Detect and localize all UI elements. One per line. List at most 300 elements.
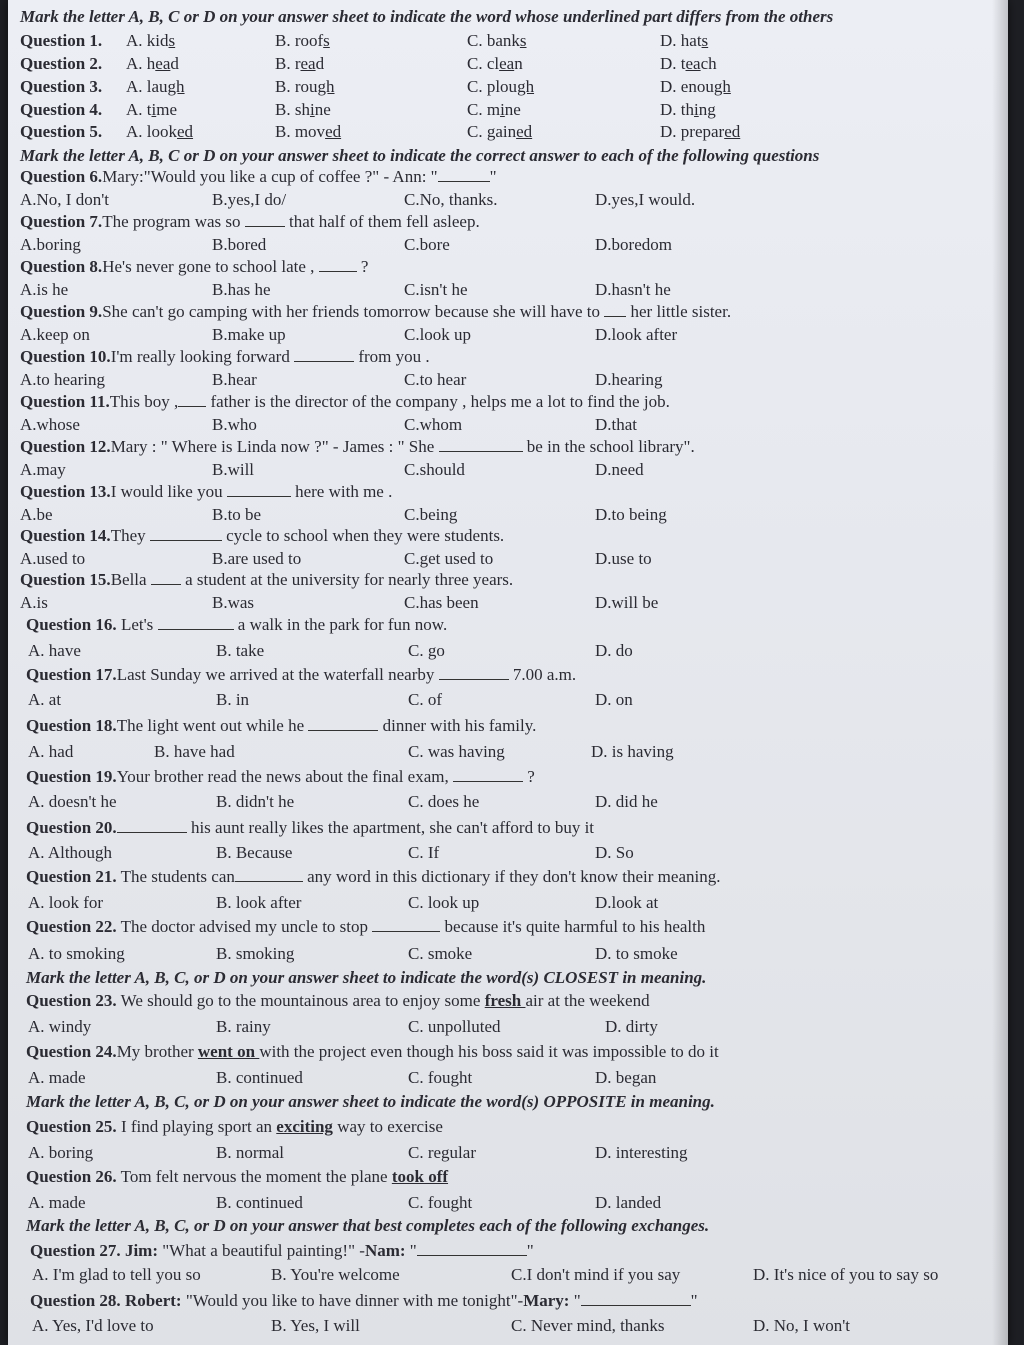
question-text: " [526,1241,534,1260]
options-row [8,1067,1008,1091]
option-b: B.was [212,593,255,612]
question-row [8,569,1008,593]
option-text: ch [700,54,717,73]
option-a: A.No, I don't [20,190,110,209]
question-text: Your brother read the news about the final exam, [116,767,453,786]
option-b: B.will [212,460,255,479]
question-label: Question 1. [20,31,103,50]
question-row [8,916,1008,940]
option-text: A. t [126,100,152,119]
option-text: ng [698,100,716,119]
question-text: because it's quite harmful to his health [440,917,706,936]
question-text: dinner with his family. [378,716,537,735]
question-text: from you . [354,347,430,366]
option-text: C. cl [467,54,500,73]
question-label: Question 4. [20,100,103,119]
option-b [275,121,341,143]
option-a [126,53,179,75]
question-label: Question 6. [20,167,103,186]
instruction-closest [8,967,1008,991]
option-c: C. go [408,641,445,660]
underlined-part: s [168,31,176,50]
instruction-text: Mark the letter A, B, C or D on your answer sheet to indicate the word whose underlined part differs from the others [20,7,834,26]
question-stem [26,990,650,1012]
option-b: B.make up [212,325,286,344]
instruction-opposite [8,1091,1008,1115]
option-c: C.to hear [404,370,467,389]
option-b: B. take [216,641,265,660]
underlined-word: went on [197,1042,260,1061]
answer-blank [372,917,440,932]
question-text: Bella [110,570,151,589]
option-b: B.to be [212,505,262,524]
option-a: A.boring [20,235,81,254]
underlined-part: s [701,31,709,50]
underlined-word: took off [391,1167,449,1186]
option-a [126,121,193,143]
option-a: A. boring [28,1143,94,1162]
option-b [275,99,331,121]
option-c: C. of [408,690,442,709]
option-text: D. prepar [660,122,725,141]
option-d: D. interesting [595,1143,688,1162]
option-d: D. is having [591,742,674,761]
question-row [8,766,1008,790]
question-text: be in the school library". [522,437,695,456]
question-text: ? [522,767,535,786]
question-row [8,436,1008,460]
question-text: 7.00 a.m. [508,665,577,684]
option-d: D. So [595,843,634,862]
answer-blank [158,615,234,630]
options-row [8,324,1008,348]
question-label: Question 14. [20,526,111,545]
question-text: The doctor advised my uncle to stop [116,917,373,936]
question-stem [20,346,430,368]
underlined-part: gh [167,77,185,96]
option-c [467,76,534,98]
question-stem [20,256,368,278]
underlined-part: s [519,31,527,50]
option-text: C. bank [467,31,520,50]
options-row [8,189,1008,213]
answer-blank [604,302,626,317]
underlined-part: ea [499,54,515,73]
options-row [8,234,1008,258]
question-row [8,614,1008,638]
option-c: C.should [404,460,465,479]
option-b: B. Yes, I will [271,1316,360,1335]
question-stem [20,391,670,413]
options-row [8,943,1008,967]
option-a [126,76,185,98]
question-row [8,1166,1008,1190]
answer-blank [581,1291,691,1306]
option-b: B. didn't he [216,792,295,811]
options-row [8,1016,1008,1040]
option-a: A. windy [28,1017,92,1036]
option-text: D. enou [660,77,714,96]
question-text: I'm really looking forward [110,347,295,366]
question-text: He's never gone to school late , [102,257,319,276]
option-d: D.look at [595,893,659,912]
underlined-part: i [694,100,699,119]
option-b [275,76,335,98]
question-text: The light went out while he [116,716,309,735]
question-text: his aunt really likes the apartment, she can't afford to buy it [186,818,595,837]
option-text: B. sh [275,100,310,119]
option-d: D.yes,I would. [595,190,696,209]
underlined-part: ed [516,122,533,141]
option-text: C. plou [467,77,518,96]
underlined-part: i [309,100,315,119]
answer-blank [151,570,181,585]
speaker-name: Robert: [120,1291,182,1310]
option-d [660,121,740,143]
instruction-text: Mark the letter A, B, C, or D on your answer that best completes each of the following exchanges. [26,1216,710,1235]
option-b: B. continued [216,1068,303,1087]
option-c: C.No, thanks. [404,190,498,209]
question-stem [20,166,497,188]
answer-blank [308,716,378,731]
question-text: father is the director of the company , helps me a lot to find the job. [206,392,670,411]
question-stem [26,766,535,788]
question-label: Question 21. [26,867,117,886]
question-row [8,1290,1008,1314]
underlined-part: ea [685,54,701,73]
options-row [8,640,1008,664]
options-row [8,1315,1008,1339]
option-d: D. did he [595,792,658,811]
options-row [8,892,1008,916]
question-row [8,301,1008,325]
instruction-text: Mark the letter A, B, C, or D on your answer sheet to indicate the word(s) OPPOSITE in meaning. [26,1092,715,1111]
option-b: B. look after [216,893,302,912]
question-row [8,1116,1008,1140]
question-text: here with me . [290,482,393,501]
question-stem [30,1290,698,1312]
option-d: D. to smoke [595,944,678,963]
question-text: " [405,1241,417,1260]
option-d: D. began [595,1068,657,1087]
option-text: d [315,54,325,73]
option-a: A. to smoking [28,944,125,963]
option-d: D.look after [595,325,678,344]
option-b: B. Because [216,843,293,862]
question-text: She can't go camping with her friends tomorrow because she will have to [102,302,605,321]
option-c [467,30,527,52]
option-d: D.use to [595,549,652,568]
option-d: D.that [595,415,638,434]
option-a: A. made [28,1193,86,1212]
question-label: Question 16. [26,615,117,634]
option-d [660,30,708,52]
question-stem [20,481,392,503]
option-text: C. m [467,100,501,119]
option-c: C. look up [408,893,480,912]
option-d: D. It's nice of you to say so [753,1265,939,1284]
question-stem [30,1240,534,1262]
question-text: with the project even though his boss said it was impossible to do it [259,1042,719,1061]
option-c [467,53,523,75]
answer-blank [235,867,303,882]
underlined-part: gh [713,77,731,96]
option-d: D. on [595,690,633,709]
option-d [660,76,731,98]
option-d [660,53,717,75]
option-b: B. have had [154,742,235,761]
question-row [8,76,1008,100]
question-text: I would like you [110,482,227,501]
option-text: D. hat [660,31,702,50]
question-stem [20,301,731,323]
question-label: Question 7. [20,212,103,231]
question-text: My brother [116,1042,198,1061]
option-c: C. If [408,843,440,862]
option-text: me [156,100,178,119]
option-a: A.to hearing [20,370,105,389]
option-b: B.who [212,415,257,434]
option-c: C.whom [404,415,463,434]
option-a: A.whose [20,415,80,434]
option-b: B.bored [212,235,267,254]
option-c: C.being [404,505,458,524]
option-text: n [514,54,523,73]
question-text: Last Sunday we arrived at the waterfall nearby [116,665,439,684]
option-text: A. lau [126,77,168,96]
underlined-word: fresh [484,991,526,1010]
question-row [8,121,1008,145]
question-text: a walk in the park for fun now. [233,615,448,634]
question-label: Question 10. [20,347,111,366]
options-row [8,414,1008,438]
question-text: cycle to school when they were students. [221,526,505,545]
option-a: A. doesn't he [28,792,117,811]
answer-blank [439,665,509,680]
question-text: Tom felt nervous the moment the plane [116,1167,392,1186]
option-d: D.will be [595,593,659,612]
answer-blank [438,167,490,182]
option-d: D.hearing [595,370,663,389]
question-label: Question 26. [26,1167,117,1186]
question-label: Question 2. [20,54,103,73]
question-text: " [569,1291,581,1310]
instruction-text: Mark the letter A, B, C or D on your answer sheet to indicate the correct answer to each of the following questions [20,146,820,165]
question-row [8,664,1008,688]
options-row [8,1264,1008,1288]
answer-blank [417,1241,527,1256]
option-c: C. fought [408,1068,473,1087]
option-b: B. You're welcome [271,1265,400,1284]
question-row [8,481,1008,505]
answer-blank [245,212,285,227]
underlined-part: i [151,100,157,119]
option-b: B.yes,I do/ [212,190,287,209]
exam-sheet [8,0,1008,1345]
speaker-name: Jim: [120,1241,158,1260]
option-text: A. look [126,122,177,141]
option-text: D. t [660,54,686,73]
question-label: Question 5. [20,122,103,141]
question-text: "Would you like to have dinner with me tonight"- [181,1291,524,1310]
option-a: A. look for [28,893,104,912]
question-text: This boy , [109,392,179,411]
option-c: C.has been [404,593,479,612]
underlined-word: exciting [276,1117,333,1136]
option-text: A. kid [126,31,169,50]
question-text: We should go to the mountainous area to enjoy some [116,991,485,1010]
option-a: A. Yes, I'd love to [32,1316,154,1335]
option-a: A. Although [28,843,113,862]
question-label: Question 22. [26,917,117,936]
question-text: that half of them fell asleep. [284,212,480,231]
answer-blank [150,526,222,541]
option-c: C. does he [408,792,480,811]
question-text: " [489,167,497,186]
option-text: ne [314,100,331,119]
underlined-part: ed [724,122,741,141]
question-label: Question 28. [30,1291,121,1310]
options-row [8,689,1008,713]
question-label: Question 13. [20,482,111,501]
option-d: D.boredom [595,235,672,254]
underlined-part: gh [317,77,335,96]
question-text: any word in this dictionary if they don't know their meaning. [302,867,721,886]
option-b [275,30,330,52]
question-row [8,1041,1008,1065]
option-c: C.look up [404,325,472,344]
option-c [467,99,521,121]
option-a: A. I'm glad to tell you so [32,1265,201,1284]
question-row [8,53,1008,77]
question-label: Question 18. [26,716,117,735]
option-c: C.I don't mind if you say [511,1265,681,1284]
options-row [8,791,1008,815]
question-stem [26,1166,448,1188]
option-a: A. made [28,1068,86,1087]
question-label: Question 23. [26,991,117,1010]
option-a: A. had [28,742,74,761]
question-text: air at the weekend [525,991,650,1010]
question-row [8,990,1008,1014]
question-label: Question 8. [20,257,103,276]
question-label: Question 12. [20,437,111,456]
answer-blank [319,257,357,272]
question-row [8,256,1008,280]
option-c: C. fought [408,1193,473,1212]
question-stem [26,866,720,888]
question-text: The students can [116,867,235,886]
option-a [126,30,175,52]
answer-blank [453,767,523,782]
option-c: C. Never mind, thanks [511,1316,665,1335]
question-text: Let's [116,615,158,634]
option-text: D. th [660,100,694,119]
options-row [8,1192,1008,1216]
question-row [8,817,1008,841]
instruction-exchanges [8,1215,1008,1239]
option-b: B.are used to [212,549,302,568]
question-row [8,391,1008,415]
answer-blank [227,482,291,497]
question-label: Question 9. [20,302,103,321]
option-b: B. in [216,690,250,709]
question-row [8,715,1008,739]
option-text: C. gain [467,122,517,141]
question-label: Question 15. [20,570,111,589]
option-b: B.hear [212,370,257,389]
question-text: a student at the university for nearly three years. [180,570,514,589]
option-a: A.used to [20,549,86,568]
underlined-part: ed [177,122,194,141]
question-text: way to exercise [332,1117,443,1136]
question-label: Question 17. [26,665,117,684]
question-stem [26,664,576,686]
option-a: A. at [28,690,62,709]
instruction-text: Mark the letter A, B, C, or D on your answer sheet to indicate the word(s) CLOSEST in meaning. [26,968,707,987]
option-text: B. rou [275,77,318,96]
option-c [467,121,532,143]
answer-blank [178,392,206,407]
question-stem [26,715,536,737]
question-text: ? [356,257,369,276]
answer-blank [117,818,187,833]
question-row [8,866,1008,890]
instruction-pronunciation [8,6,1008,30]
question-label: Question 11. [20,392,110,411]
option-d: D. landed [595,1193,662,1212]
option-c: C. smoke [408,944,473,963]
option-text: A. h [126,54,156,73]
option-b: B. continued [216,1193,303,1212]
question-stem [26,1116,443,1138]
option-c: C. was having [408,742,505,761]
option-a [126,99,177,121]
question-row [8,99,1008,123]
option-c: C.get used to [404,549,494,568]
question-stem [26,916,705,938]
options-row [8,842,1008,866]
question-label: Question 25. [26,1117,117,1136]
option-d: D.hasn't he [595,280,671,299]
question-row [8,30,1008,54]
question-stem [20,525,504,547]
underlined-part: ea [155,54,171,73]
option-c: C.bore [404,235,450,254]
options-row [8,1142,1008,1166]
question-stem [20,211,480,233]
question-row [8,166,1008,190]
option-c: C. unpolluted [408,1017,501,1036]
question-row [8,525,1008,549]
option-d: D.need [595,460,644,479]
option-a: A.is [20,593,48,612]
question-row [8,346,1008,370]
question-row [8,211,1008,235]
option-text: d [170,54,179,73]
option-b [275,53,324,75]
question-text: The program was so [102,212,245,231]
question-stem [20,436,695,458]
speaker-name: Mary: [523,1291,570,1310]
option-b: B. normal [216,1143,284,1162]
question-label: Question 27. [30,1241,121,1260]
option-b: B. smoking [216,944,295,963]
option-text: B. mov [275,122,326,141]
option-d: D.to being [595,505,667,524]
question-stem [26,1041,719,1063]
underlined-part: s [323,31,330,50]
